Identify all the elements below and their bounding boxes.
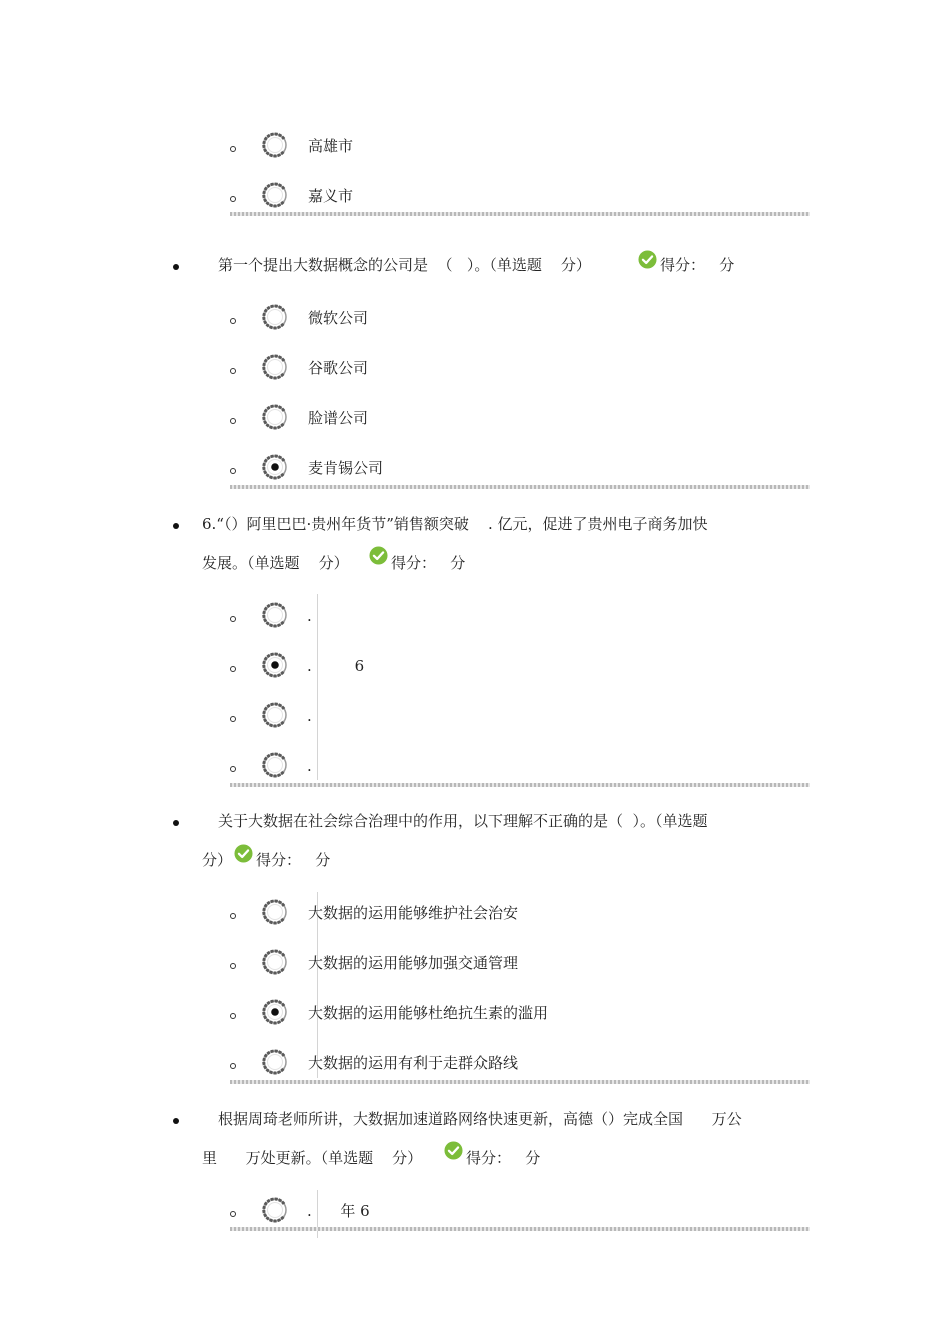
separator — [230, 1080, 810, 1084]
option-label: 大数据的运用能够加强交通管理 — [308, 954, 519, 972]
option-bullet — [230, 1211, 236, 1217]
score-label: 得分： 分 — [466, 1149, 541, 1167]
option-bullet — [230, 146, 236, 152]
option-label: . — [307, 707, 312, 725]
question-bullet — [173, 523, 179, 529]
radio-button[interactable] — [262, 602, 288, 628]
option-label: . 6 — [307, 657, 365, 675]
separator — [230, 1227, 810, 1231]
option-bullet — [230, 468, 236, 474]
option-label: . 年 6 — [307, 1202, 370, 1220]
question-bullet — [173, 264, 179, 270]
option-bullet — [230, 1013, 236, 1019]
question-text-line2: 里 万处更新。（单选题 分） — [202, 1149, 423, 1167]
radio-button[interactable] — [262, 1049, 288, 1075]
option-bullet — [230, 318, 236, 324]
radio-button[interactable] — [262, 132, 288, 158]
radio-button[interactable] — [262, 354, 288, 380]
separator — [230, 212, 810, 216]
score-label: 得分： 分 — [256, 851, 331, 869]
option-bullet — [230, 368, 236, 374]
option-bullet — [230, 716, 236, 722]
option-label: 脸谱公司 — [308, 409, 369, 427]
question-text-line1: 根据周琦老师所讲，大数据加速道路网络快速更新，高德（）完成全国 万公 — [218, 1110, 742, 1128]
radio-button[interactable] — [262, 752, 288, 778]
separator — [230, 485, 810, 489]
question-bullet — [173, 1118, 179, 1124]
question-text-line2: 发展。（单选题 分） — [202, 554, 349, 572]
correct-check-icon — [369, 546, 388, 565]
correct-check-icon — [444, 1141, 463, 1160]
question-text-line2: 分） — [202, 851, 233, 869]
radio-button-selected[interactable] — [262, 999, 288, 1025]
option-bullet — [230, 766, 236, 772]
option-label: . — [307, 757, 312, 775]
radio-button[interactable] — [262, 899, 288, 925]
option-label: 大数据的运用能够维护社会治安 — [308, 904, 519, 922]
score-label: 得分： 分 — [391, 554, 466, 572]
score-label: 得分： 分 — [660, 256, 735, 274]
option-bullet — [230, 963, 236, 969]
option-bullet — [230, 913, 236, 919]
option-label: 麦肯锡公司 — [308, 459, 384, 477]
radio-button[interactable] — [262, 949, 288, 975]
option-label: 大数据的运用能够杜绝抗生素的滥用 — [308, 1004, 549, 1022]
question-text-line1: 关于大数据在社会综合治理中的作用，以下理解不正确的是（ ）。（单选题 — [218, 812, 708, 830]
option-bullet — [230, 418, 236, 424]
correct-check-icon — [638, 250, 657, 269]
option-label: 嘉义市 — [308, 187, 354, 205]
separator — [230, 783, 810, 787]
option-label: 微软公司 — [308, 309, 369, 327]
table-divider — [317, 594, 318, 780]
option-bullet — [230, 616, 236, 622]
option-label: 谷歌公司 — [308, 359, 369, 377]
option-bullet — [230, 1063, 236, 1069]
option-bullet — [230, 666, 236, 672]
radio-button[interactable] — [262, 182, 288, 208]
option-label: 高雄市 — [308, 137, 354, 155]
question-text: 第一个提出大数据概念的公司是 （ ）。（单选题 分） — [218, 256, 591, 274]
radio-button-selected[interactable] — [262, 652, 288, 678]
radio-button[interactable] — [262, 702, 288, 728]
radio-button-selected[interactable] — [262, 454, 288, 480]
question-bullet — [173, 820, 179, 826]
correct-check-icon — [234, 844, 253, 863]
radio-button[interactable] — [262, 304, 288, 330]
option-label: 大数据的运用有利于走群众路线 — [308, 1054, 519, 1072]
option-bullet — [230, 196, 236, 202]
radio-button[interactable] — [262, 404, 288, 430]
question-text-line1: 6.“（）阿里巴巴·贵州年货节”销售额突破 . 亿元，促进了贵州电子商务加快 — [202, 515, 708, 533]
radio-button[interactable] — [262, 1197, 288, 1223]
option-label: . — [307, 607, 312, 625]
